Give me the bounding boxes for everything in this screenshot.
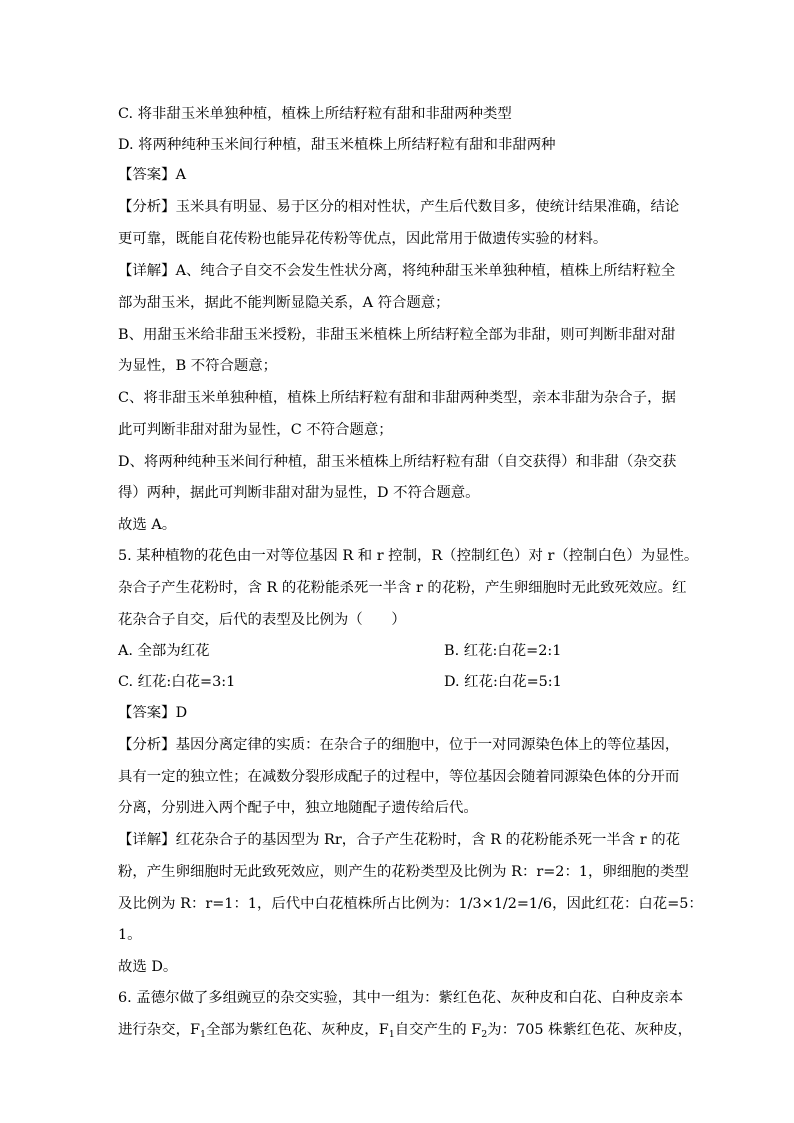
answer-label-q5: 【答案】D — [118, 705, 188, 721]
conclusion-line: 故选 A。 — [118, 517, 177, 533]
answer-label: 【答案】A — [118, 167, 186, 183]
q6-text-2: 全部为紫红色花、灰种皮，F — [206, 1022, 389, 1038]
analysis-q5-line-2: 具有一定的独立性；在减数分裂形成配子的过程中，等位基因会随着同源染色体的分开而 — [118, 769, 680, 785]
option-b: B. 红花:白花=2:1 — [444, 643, 562, 659]
explanation-line-6: 此可判断非甜对甜为显性，C 不符合题意； — [118, 422, 393, 438]
explanation-line-3: B、用甜玉米给非甜玉米授粉，非甜玉米植株上所结籽粒全部为非甜，则可判断非甜对甜 — [118, 327, 676, 343]
option-c: C. 红花:白花=3:1 — [118, 674, 236, 690]
conclusion-q5: 故选 D。 — [118, 959, 178, 975]
option-d-text: D. 将两种纯种玉米间行种植，甜玉米植株上所结籽粒有甜和非甜两种 — [118, 137, 556, 153]
explanation-line-1: 【详解】A、纯合子自交不会发生性状分离，将纯种甜玉米单独种植，植株上所结籽粒全 — [118, 263, 676, 279]
explanation-q5-line-2: 粉，产生卵细胞时无此致死效应，则产生的花粉类型及比例为 R：r=2：1，卵细胞的类型 — [118, 864, 689, 880]
explanation-line-7: D、将两种纯种玉米间行种植，甜玉米植株上所结籽粒有甜（自交获得）和非甜（杂交获 — [118, 454, 677, 470]
explanation-q5-line-4: 1。 — [118, 927, 142, 943]
option-c-text: C. 将非甜玉米单独种植，植株上所结籽粒有甜和非甜两种类型 — [118, 106, 512, 122]
q6-sub-f1a: 1 — [199, 1029, 206, 1040]
question-6-line-2 — [118, 1021, 692, 1044]
analysis-line-1: 【分析】玉米具有明显、易于区分的相对性状，产生后代数目多，使统计结果准确，结论 — [118, 199, 680, 215]
explanation-line-4: 为显性，B 不符合题意； — [118, 358, 278, 374]
q6-text-3: 自交产生的 F — [394, 1022, 482, 1038]
explanation-line-8: 得）两种，据此可判断非甜对甜为显性，D 不符合题意。 — [118, 485, 480, 501]
explanation-q5-line-1: 【详解】红花杂合子的基因型为 Rr，合子产生花粉时，含 R 的花粉能杀死一半含 r 的花 — [118, 832, 680, 848]
question-5-line-3: 花杂合子自交，后代的表型及比例为（ ） — [118, 612, 406, 628]
question-6-line-1: 6. 孟德尔做了多组豌豆的杂交实验，其中一组为：紫红色花、灰种皮和白花、白种皮亲本 — [118, 990, 684, 1006]
option-d: D. 红花:白花=5:1 — [444, 674, 562, 690]
q6-text-1: 进行杂交，F — [118, 1022, 200, 1038]
question-5-line-1: 5. 某种植物的花色由一对等位基因 R 和 r 控制，R（控制红色）对 r（控制白色）为显性。 — [118, 548, 699, 564]
explanation-line-2: 部为甜玉米，据此不能判断显隐关系，A 符合题意； — [118, 295, 450, 311]
analysis-q5-line-1: 【分析】基因分离定律的实质：在杂合子的细胞中，位于一对同源染色体上的等位基因， — [118, 737, 680, 753]
explanation-q5-line-3: 及比例为 R：r=1：1，后代中白花植株所占比例为：1/3×1/2=1/6，因此红花：白花=5： — [118, 896, 703, 912]
question-5-line-2: 杂合子产生花粉时，含 R 的花粉能杀死一半含 r 的花粉，产生卵细胞时无此致死效应。红 — [118, 580, 687, 596]
explanation-line-5: C、将非甜玉米单独种植，植株上所结籽粒有甜和非甜两种类型，亲本非甜为杂合子，据 — [118, 390, 676, 406]
option-a: A. 全部为红花 — [118, 643, 210, 659]
q6-sub-f2: 2 — [481, 1029, 488, 1040]
analysis-q5-line-3: 分离，分别进入两个配子中，独立地随配子遗传给后代。 — [118, 800, 478, 816]
q6-sub-f1b: 1 — [388, 1029, 395, 1040]
q6-text-4: 为：705 株紫红色花、灰种皮， — [487, 1022, 693, 1038]
analysis-line-2: 更可靠，既能自花传粉也能异花传粉等优点，因此常用于做遗传实验的材料。 — [118, 231, 608, 247]
